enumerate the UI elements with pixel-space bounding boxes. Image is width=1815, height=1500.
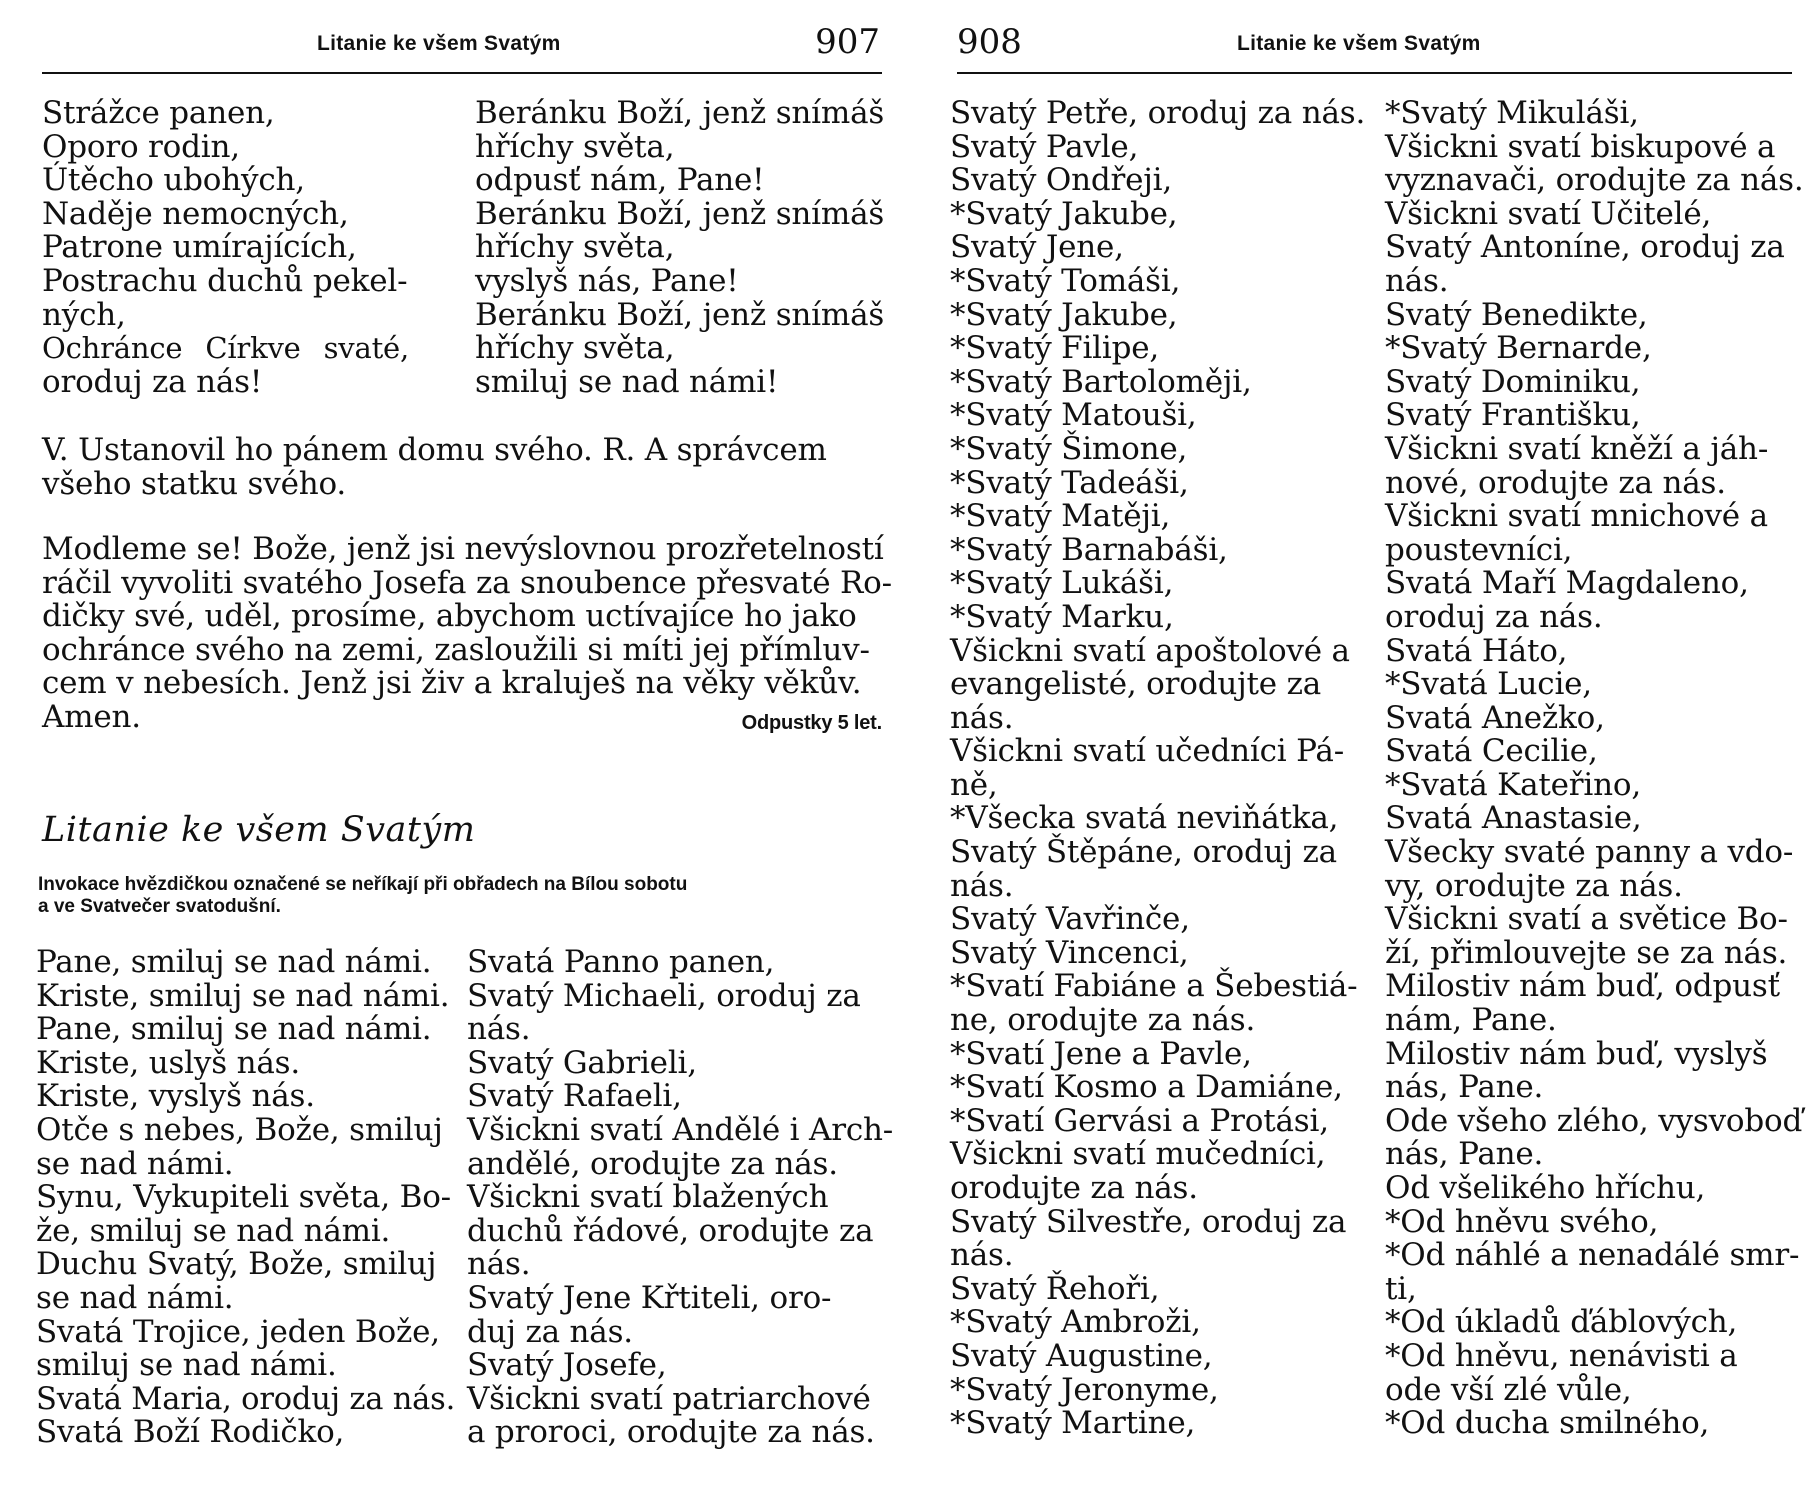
text-line: Svatý Františku, — [1385, 397, 1641, 434]
text-line: *Od úkladů ďáblových, — [1385, 1304, 1738, 1341]
text-line: Svatý Antoníne, oroduj za — [1385, 229, 1785, 266]
text-line: Svatý Benedikte, — [1385, 296, 1648, 333]
text-line: *Od hněvu svého, — [1385, 1203, 1659, 1240]
text-line: Oporo rodin, — [42, 128, 240, 165]
text-line: oroduj za nás. — [1385, 598, 1603, 635]
text-line: Svatá Anežko, — [1385, 699, 1605, 736]
text-line: Svatý Silvestře, oroduj za — [950, 1203, 1347, 1240]
text-line: že, smiluj se nad námi. — [36, 1212, 391, 1249]
text-line: Všickni svatí mnichové a — [1385, 498, 1768, 535]
text-line: evangelisté, orodujte za — [950, 666, 1321, 703]
text-line: ochránce svého na zemi, zasloužili si míti jej přímluv- — [42, 631, 870, 668]
text-line: Všickni svatí učedníci Pá- — [950, 733, 1344, 770]
text-line: Svatá Trojice, jeden Bože, — [36, 1313, 440, 1350]
text-line: hříchy světa, — [475, 128, 675, 165]
right-column-2 — [1385, 97, 1810, 1441]
text-line: Všickni svatí blažených — [467, 1179, 829, 1216]
text-line: Milostiv nám buď, vyslyš — [1385, 1035, 1768, 1072]
text-line: Svatá Maří Magdaleno, — [1385, 565, 1749, 602]
text-line: Útěcho ubohých, — [42, 162, 305, 199]
text-line: Beránku Boží, jenž snímáš — [475, 95, 885, 131]
text-line: ráčil vyvoliti svatého Josefa za snoubence přesvaté Ro- — [42, 564, 892, 601]
text-line: *Svatí Kosmo a Damiáne, — [950, 1069, 1343, 1106]
indulgence-note: Odpustky 5 let. — [741, 711, 882, 734]
text-line: nové, orodujte za nás. — [1385, 464, 1726, 501]
text-line: nás. — [467, 1246, 531, 1283]
text-line: Svatá Cecilie, — [1385, 733, 1598, 770]
text-line: ně, — [950, 766, 998, 803]
text-line: Svatý Štěpáne, oroduj za — [950, 834, 1337, 871]
text-line: *Svatí Fabiáne a Šebestiá- — [950, 968, 1358, 1005]
text-line: Všecky svaté panny a vdo- — [1385, 834, 1794, 871]
text-line: smiluj se nad námi. — [36, 1347, 337, 1384]
text-line: Svatý Gabrieli, — [467, 1044, 697, 1081]
text-line: smiluj se nad námi! — [475, 363, 779, 400]
top-column-2 — [475, 97, 895, 399]
text-line: *Svatý Mikuláši, — [1385, 95, 1639, 131]
rubric-note — [38, 874, 888, 918]
text-line: Svatý Pavle, — [950, 128, 1139, 165]
text-line: Svatý Řehoři, — [950, 1270, 1160, 1307]
text-line: Všickni svatí Andělé i Arch- — [467, 1111, 894, 1148]
text-line: *Od náhlé a nenadálé smr- — [1385, 1237, 1800, 1274]
text-line: Naděje nemocných, — [42, 195, 349, 232]
text-line: *Svatý Šimone, — [950, 430, 1188, 467]
section-title: Litanie ke všem Svatým — [42, 810, 476, 850]
text-line: Svatý Rafaeli, — [467, 1078, 682, 1115]
text-line: V. Ustanovil ho pánem domu svého. R. A správcem — [42, 432, 827, 468]
text-line: vyznavači, orodujte za nás. — [1385, 162, 1804, 199]
text-line: ne, orodujte za nás. — [950, 1002, 1256, 1039]
text-line: Svatý Michaeli, oroduj za — [467, 977, 861, 1014]
text-line: ných, — [42, 296, 126, 333]
text-line: nás. — [467, 1011, 531, 1048]
text-line: *Svatý Ambroži, — [950, 1304, 1201, 1341]
left-page — [0, 0, 905, 1500]
text-line: odpusť nám, Pane! — [475, 162, 765, 199]
text-line: Svatá Maria, oroduj za nás. — [36, 1381, 456, 1417]
text-line: Otče s nebes, Bože, smiluj — [36, 1111, 443, 1148]
text-line: Svatý Petře, oroduj za nás. — [950, 95, 1366, 131]
text-line: Svatá Boží Rodičko, — [36, 1414, 345, 1451]
text-line: *Svatý Matěji, — [950, 498, 1171, 535]
text-line: *Svatí Gervási a Protási, — [950, 1102, 1329, 1139]
text-line: *Svatý Jeronyme, — [950, 1371, 1219, 1408]
text-line: *Svatý Bartoloměji, — [950, 363, 1252, 400]
text-line: Svatý Vavřinče, — [950, 901, 1190, 938]
text-line: duchů řádové, orodujte za — [467, 1212, 874, 1249]
text-line: orodujte za nás. — [950, 1170, 1198, 1206]
text-line: Strážce panen, — [42, 95, 275, 131]
text-line: Duchu Svatý, Bože, smiluj — [36, 1246, 437, 1283]
text-line: Patrone umírajících, — [42, 229, 357, 266]
text-line: *Svatá Kateřino, — [1385, 766, 1641, 803]
text-line: *Svatý Martine, — [950, 1405, 1196, 1442]
text-line: ode vší zlé vůle, — [1385, 1371, 1632, 1408]
text-line: Všickni svatí mučedníci, — [950, 1136, 1326, 1173]
text-line: nás. — [1385, 262, 1449, 299]
text-line: duj za nás. — [467, 1313, 633, 1350]
text-line: Kriste, vyslyš nás. — [36, 1078, 315, 1115]
text-line: Svatý Augustine, — [950, 1337, 1213, 1374]
text-line: *Svatí Jene a Pavle, — [950, 1035, 1252, 1072]
text-line: hříchy světa, — [475, 330, 675, 367]
text-line: cem v nebesích. Jenž jsi živ a kraluješ na věky věkův. — [42, 665, 862, 702]
text-line: Ode všeho zlého, vysvoboď — [1385, 1102, 1803, 1139]
text-line: se nad námi. — [36, 1279, 234, 1316]
text-line: Pane, smiluj se nad námi. — [36, 944, 432, 980]
text-line: a proroci, orodujte za nás. — [467, 1414, 875, 1451]
text-line: všeho statku svého. — [42, 465, 347, 502]
text-line: Všickni svatí Učitelé, — [1385, 195, 1712, 232]
text-line: nás, Pane. — [1385, 1136, 1544, 1173]
text-line: Milostiv nám buď, odpusť — [1385, 968, 1780, 1005]
right-running-title: Litanie ke všem Svatým — [1237, 32, 1481, 55]
top-column-1 — [42, 97, 412, 399]
text-line: *Všecka svatá neviňátka, — [950, 800, 1339, 837]
text-line: *Svatý Marku, — [950, 598, 1174, 635]
text-line: Beránku Boží, jenž snímáš — [475, 296, 885, 333]
text-line: *Svatý Jakube, — [950, 195, 1178, 232]
text-line: Synu, Vykupiteli světa, Bo- — [36, 1179, 451, 1216]
text-line: *Svatý Matouši, — [950, 397, 1197, 434]
text-line: *Svatý Barnabáši, — [950, 531, 1228, 568]
text-line: nás. — [950, 699, 1014, 736]
text-line: nás. — [950, 867, 1014, 904]
text-line: Beránku Boží, jenž snímáš — [475, 195, 885, 232]
text-line: Svatý Josefe, — [467, 1347, 667, 1384]
text-line: Všickni svatí apoštolové a — [950, 632, 1350, 669]
left-page-number: 907 — [815, 22, 880, 62]
text-line: Svatý Jene, — [950, 229, 1124, 266]
text-line: vy, orodujte za nás. — [1385, 867, 1683, 904]
text-line: Ochránce Církve svaté, — [42, 331, 409, 366]
text-line: *Svatý Jakube, — [950, 296, 1178, 333]
text-line: Svatý Jene Křtiteli, oro- — [467, 1279, 832, 1316]
amen-text: Amen. — [42, 698, 141, 735]
text-line: *Svatý Filipe, — [950, 330, 1160, 367]
text-line: Všickni svatí a světice Bo- — [1385, 901, 1788, 938]
text-line: ží, přimlouvejte se za nás. — [1385, 934, 1788, 971]
text-line: andělé, orodujte za nás. — [467, 1145, 838, 1182]
text-line: se nad námi. — [36, 1145, 234, 1182]
right-page-header — [957, 22, 1792, 74]
text-line: Všickni svatí patriarchové — [467, 1380, 871, 1417]
text-line: dičky své, uděl, prosíme, abychom uctívajíce ho jako — [42, 598, 857, 635]
text-line: *Svatý Tomáši, — [950, 262, 1181, 299]
text-line: hříchy světa, — [475, 229, 675, 266]
text-line: poustevníci, — [1385, 531, 1573, 568]
text-line: Svatý Ondřeji, — [950, 162, 1173, 199]
text-line: *Svatý Tadeáši, — [950, 464, 1189, 501]
text-line: Všickni svatí kněží a jáh- — [1385, 430, 1769, 467]
text-line: Svatá Anastasie, — [1385, 800, 1642, 837]
left-running-title: Litanie ke všem Svatým — [317, 32, 561, 55]
right-page — [905, 0, 1815, 1500]
litany-column-2 — [467, 946, 897, 1450]
text-line: Kriste, smiluj se nad námi. — [36, 977, 450, 1014]
text-line: nás, Pane. — [1385, 1069, 1544, 1106]
text-line: *Od hněvu, nenávisti a — [1385, 1337, 1738, 1374]
text-line: Svatá Panno panen, — [467, 944, 775, 980]
text-line: ti, — [1385, 1270, 1417, 1307]
text-line: Kriste, uslyš nás. — [36, 1044, 300, 1081]
text-line: Svatá Háto, — [1385, 632, 1568, 669]
text-line: nás. — [950, 1237, 1014, 1274]
text-line: *Od ducha smilného, — [1385, 1405, 1710, 1442]
versicle — [42, 434, 882, 501]
left-page-header — [42, 22, 882, 74]
text-line: vyslyš nás, Pane! — [475, 262, 739, 299]
text-line: oroduj za nás! — [42, 363, 263, 400]
prayer-last-line — [42, 698, 882, 735]
text-line: *Svatý Lukáši, — [950, 565, 1174, 602]
text-line: Modleme se! Bože, jenž jsi nevýslovnou prozřetelností — [42, 531, 884, 567]
text-line: Od všelikého hříchu, — [1385, 1170, 1706, 1206]
text-line: Postrachu duchů pekel- — [42, 262, 408, 299]
text-line: Všickni svatí biskupové a — [1385, 128, 1776, 165]
closing-prayer — [42, 531, 892, 741]
text-line: *Svatý Bernarde, — [1385, 330, 1652, 367]
litany-column-1 — [36, 946, 456, 1450]
text-line: Svatý Dominiku, — [1385, 363, 1641, 400]
right-page-number: 908 — [957, 22, 1022, 62]
right-column-1 — [950, 97, 1370, 1441]
text-line: Svatý Vincenci, — [950, 934, 1189, 971]
text-line: Pane, smiluj se nad námi. — [36, 1011, 432, 1048]
rubric-line: a ve Svatvečer svatodušní. — [38, 896, 281, 917]
text-line: *Svatá Lucie, — [1385, 666, 1592, 703]
text-line: nám, Pane. — [1385, 1002, 1557, 1039]
rubric-line: Invokace hvězdičkou označené se neříkají při obřadech na Bílou sobotu — [38, 874, 688, 895]
